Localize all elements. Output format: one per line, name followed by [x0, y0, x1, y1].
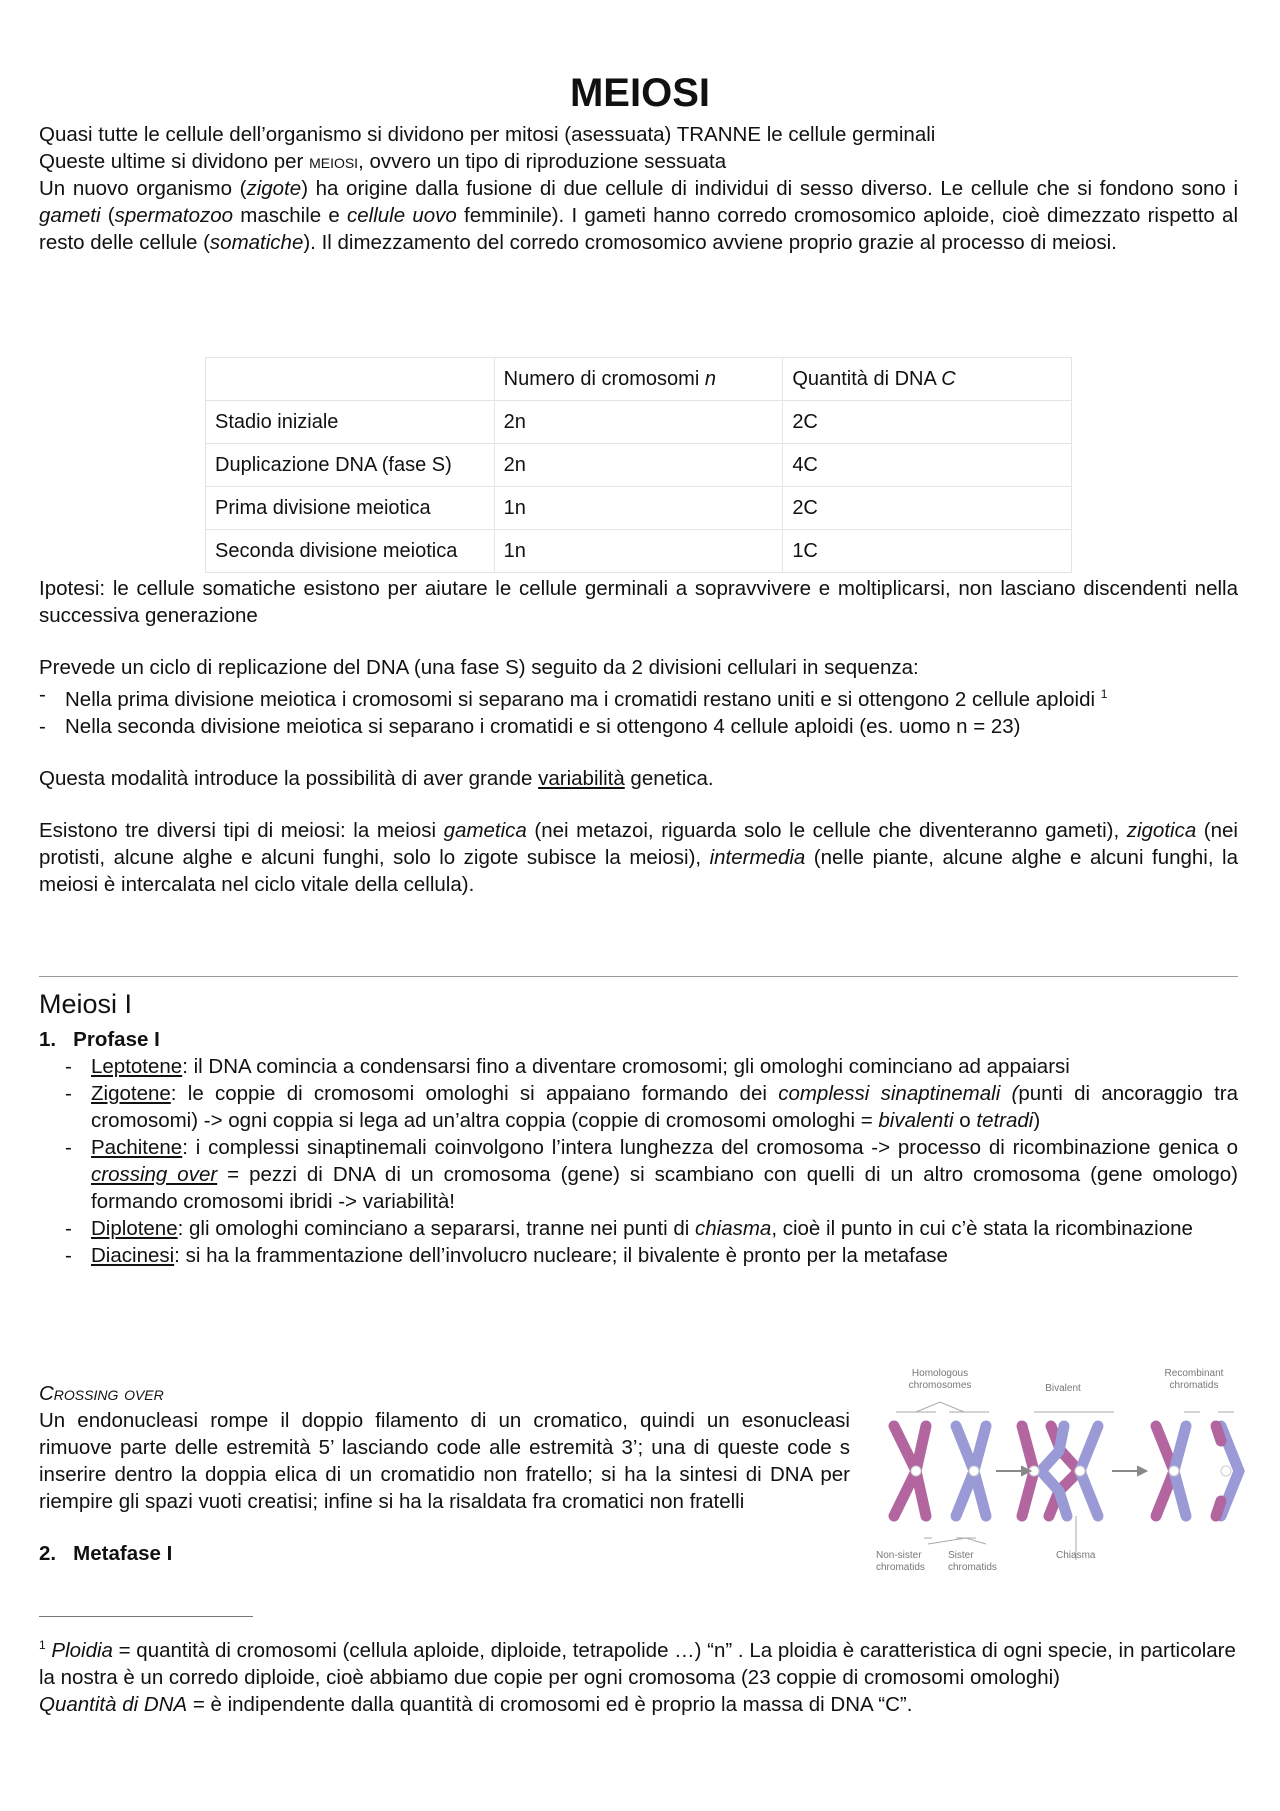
list-item: - Diacinesi: si ha la frammentazione dell’involucro nucleare; il bivalente è pronto per la metafase — [65, 1242, 1238, 1269]
section-heading: Meiosi I — [39, 989, 133, 1019]
crossing-over-text: Un endonucleasi rompe il doppio filamento di un cromatico, quindi un esonucleasi rimuove parte delle estremità 5’ lasciando code alle estremità 3’; una di queste code s inserire dentro la doppia elica di un cromatidio non fratello; si ha la sintesi di DNA per riempire gli spazi vuoti creatisi; infine si ha la risaldata fra cromatici non fratelli — [39, 1409, 850, 1513]
body-section — [39, 575, 1238, 898]
variabilita-paragraph: Questa modalità introduce la possibilità di aver grande variabilità genetica. — [39, 766, 714, 790]
crossing-over-block — [39, 1380, 850, 1567]
footnote-dna: Quantità di DNA = è indipendente dalla quantità di cromosomi ed è proprio la massa di DNA “C”. — [39, 1692, 913, 1716]
label-nonsister: Non-sister chromatids — [876, 1550, 925, 1573]
prevede-paragraph: Prevede un ciclo di replicazione del DNA (una fase S) seguito da 2 divisioni cellulari in sequenza: — [39, 656, 919, 679]
list-item: - Pachitene: i complessi sinaptinemali coinvolgono l’intera lunghezza del cromosoma -> processo di ricombinazione genica o crossing over = pezzi di DNA di un cromosoma (gene) si scambiano con quelli di un altro cromosoma (gene omologo) formando cromosomi ibridi -> variabilità! — [65, 1134, 1238, 1215]
table-row: Prima divisione meiotica 1n 2C — [206, 487, 1072, 530]
label-bivalent: Bivalent — [1045, 1383, 1081, 1394]
table-row: Duplicazione DNA (fase S) 2n 4C — [206, 444, 1072, 487]
page-title: MEIOSI — [569, 71, 711, 115]
label-sister: Sister chromatids — [948, 1550, 997, 1573]
meiosi-i-section — [39, 988, 1238, 1269]
crossing-over-figure — [876, 1366, 1246, 1578]
intro-line: Queste ultime si dividono per meiosi, ovvero un tipo di riproduzione sessuata — [39, 150, 727, 173]
list-item: - Leptotene: il DNA comincia a condensarsi fino a diventare cromosomi; gli omologhi cominciano ad appaiarsi — [65, 1053, 1238, 1080]
intro — [39, 121, 1238, 256]
label-homologous: Homologous chromosomes — [908, 1368, 972, 1391]
metafase-heading: 2. Metafase I — [39, 1542, 173, 1565]
footnote-ploidia: $^1$ Ploidia = quantità di cromosomi (cellula aploide, diploide, tetrapolide …) “n” . La ploidia è caratteristica di ogni specie, in particolare la nostra è un corredo diploide, cioè abbiamo due copie per ogni cromosoma (23 coppie di cromosomi omologhi) — [39, 1638, 1236, 1689]
table-row: Stadio iniziale 2n 2C — [206, 401, 1072, 444]
list-item: - Zigotene: le coppie di cromosomi omologhi si appaiano formando dei complessi sinaptinemali (punti di ancoraggio tra cromosomi) -> ogni coppia si lega ad un’altra coppia (coppie di cromosomi omologhi = bivalenti o tetradi) — [65, 1080, 1238, 1134]
intro-line: Quasi tutte le cellule dell’organismo si dividono per mitosi (asessuata) TRANNE le cellule germinali — [39, 123, 936, 146]
chromosome-table — [205, 357, 1072, 573]
intro-paragraph: Un nuovo organismo (zigote) ha origine dalla fusione di due cellule di individui di sesso diverso. Le cellule che si fondono sono i gameti (spermatozoo maschile e cellule uovo femminile). I gameti hanno corredo cromosomico aploide, cioè dimezzato rispetto al resto delle cellule (somatiche). Il dimezzamento del corredo cromosomico avviene proprio grazie al processo di meiosi. — [39, 177, 1239, 254]
footnote-ref[interactable]: 1 — [1100, 687, 1108, 701]
list-item: - Nella prima divisione meiotica i cromosomi si separano ma i cromatidi restano uniti e si ottengono 2 cellule aploidi $^1$ — [39, 681, 1238, 713]
footnote-rule — [39, 1616, 253, 1617]
tipi-paragraph: Esistono tre diversi tipi di meiosi: la meiosi gametica (nei metazoi, riguarda solo le cellule che diventeranno gameti), zigotica (nei protisti, alcune alghe e alcuni funghi, solo lo zigote subisce la meiosi), intermedia (nelle piante, alcune alghe e alcuni funghi, la meiosi è intercalata nel ciclo vitale della cellula). — [39, 818, 1238, 896]
list-item: - Nella seconda divisione meiotica si separano i cromatidi e si ottengono 4 cellule aploidi (es. uomo n = 23) — [39, 713, 1238, 740]
table-row: Seconda divisione meiotica 1n 1C — [206, 530, 1072, 573]
list-item: - Diplotene: gli omologhi cominciano a separarsi, tranne nei punti di chiasma, cioè il punto in cui c’è stata la ricombinazione — [65, 1215, 1238, 1242]
crossing-over-title: Crossing over — [39, 1382, 164, 1405]
label-recombinant: Recombinant chromatids — [1164, 1368, 1224, 1391]
division-list — [39, 681, 1238, 740]
section-divider — [39, 976, 1238, 977]
profase-heading: 1. Profase I — [39, 1028, 160, 1051]
ipotesi-paragraph: Ipotesi: le cellule somatiche esistono per aiutare le cellule germinali a sopravvivere e moltiplicarsi, non lasciano discendenti nella successiva generazione — [39, 577, 1238, 627]
profase-list — [65, 1053, 1238, 1269]
label-chiasma: Chiasma — [1056, 1550, 1096, 1561]
footnote — [39, 1632, 1238, 1718]
table-header-row: Numero di cromosomi n Quantità di DNA C — [206, 358, 1072, 401]
